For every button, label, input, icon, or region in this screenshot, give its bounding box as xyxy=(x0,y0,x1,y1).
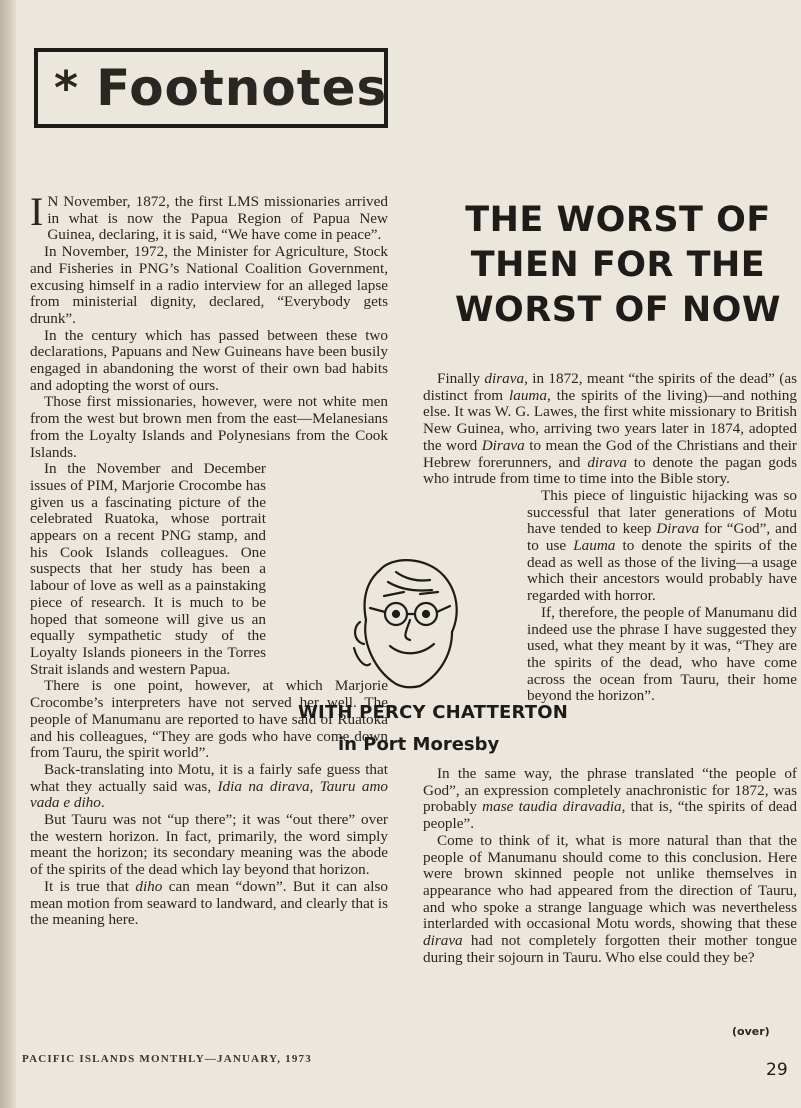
paragraph: Back-translating into Motu, it is a fairly safe guess that what they actually said was, Idia na dirava, Tauru amo vada e diho. xyxy=(30,760,388,812)
continued-marker: (over) xyxy=(732,1025,770,1038)
paragraph: I N November, 1872, the first LMS missionaries arrived in what is now the Papua Region of Papua New Guinea, declaring, it is said, “We have come in peace”. xyxy=(30,189,388,244)
page-number: 29 xyxy=(766,1060,788,1080)
page-footer: PACIFIC ISLANDS MONTHLY—JANUARY, 1973 xyxy=(22,1053,312,1065)
headline-line-3: WORST OF NOW xyxy=(454,290,782,330)
scan-edge-shadow xyxy=(0,0,16,1108)
paragraph: Come to think of it, what is more natural than that the people of Manumanu should come to this conclusion. Here were brown skinned people not unlike themselves in appearance who had appeared from the direction of Tauru, and who spoke a strange language which was nevertheless interlarded with occasional Motu words, showing that these dirava had not completely forgotten their mother tongue during their sojourn in Tauru. Who else could they be? xyxy=(423,831,797,966)
headline-line-1: THE WORST OF xyxy=(465,200,771,240)
footnotes-header-box xyxy=(34,48,388,128)
author-caricature xyxy=(340,552,464,696)
article-headline xyxy=(432,198,801,333)
section-title: Footnotes xyxy=(96,59,388,117)
paragraph: Those first missionaries, however, were not white men from the west but brown men from the east—Melanesians from the Loyalty Islands and Polynesians from the Cook Islands. xyxy=(30,393,388,461)
paragraph: If, therefore, the people of Manumanu did indeed use the phrase I have suggested they used, what they meant by it was, “They are the spirits of the dead, who have come across the ocean from Tauru, their home beyond the horizon”. xyxy=(527,603,797,705)
paragraph: But Tauru was not “up there”; it was “out there” over the western horizon. In fact, primarily, the word simply meant the horizon; its secondary meaning was the abode of the spirits of the dead which lay beyond that horizon. xyxy=(30,811,388,879)
paragraph: In the November and December issues of PIM, Marjorie Crocombe has given us a fascinating picture of the celebrated Ruatoka, whose portrait appears on a recent PNG stamp, and his Cook Islands colleagues. One suspects that her study has been a labour of love as well as a painstaking piece of research. It is much to be hoped that someone will give us an equally sympathetic study of the Loyalty Islands pioneers in the Torres Strait islands and western Papua. xyxy=(30,460,266,678)
byline-author: WITH PERCY CHATTERTON xyxy=(298,702,568,723)
right-column-bottom xyxy=(423,766,797,966)
headline-line-2: THEN FOR THE xyxy=(470,245,766,285)
paragraph: It is true that diho can mean “down”. But it can also mean motion from seaward to landward, and clearly that is the meaning here. xyxy=(30,877,389,929)
asterisk-icon: * xyxy=(54,61,79,115)
byline-location: in Port Moresby xyxy=(338,734,500,755)
paragraph: This piece of linguistic hijacking was so successful that later generations of Motu have tended to keep Dirava for “God”, and to use Lauma to denote the spirits of the dead as well as those of the living—a usage which their ancestors would probably have regarded with horror. xyxy=(527,486,798,605)
paragraph: In November, 1972, the Minister for Agriculture, Stock and Fisheries in PNG’s National Coalition Government, excusing himself in a radio interview for an alleged lapse from ministerial dignity, declared, “Everybody gets drunk”. xyxy=(30,243,388,327)
paragraph: Finally dirava, in 1872, meant “the spirits of the dead” (as distinct from lauma, the spirits of the living)—and nothing else. It was W. G. Lawes, the first white missionary to British New Guinea, who, arriving two years later in 1874, adopted the word Dirava to mean the God of the Christians and their Hebrew forerunners, and dirava to denote the pagan gods who intrude from time to time into the Bible story. xyxy=(423,370,797,488)
right-column-top xyxy=(423,371,797,708)
left-column xyxy=(30,189,389,929)
drop-cap: I xyxy=(30,189,44,234)
paragraph: There is one point, however, at which Marjorie Crocombe’s interpreters have not served her well. The people of Manumanu are reported to have said of Ruatoka and his colleagues, “They are gods who have come down from Tauru, the spirit world”. xyxy=(30,677,388,762)
paragraph: In the century which has passed between these two declarations, Papuans and New Guineans have been busily engaged in abandoning the worst of their own bad habits and adopting the worst of ours. xyxy=(30,326,388,394)
paragraph: In the same way, the phrase translated “the people of God”, an expression completely anachronistic for 1872, was probably mase taudia diravadia, that is, “the spirits of dead people”. xyxy=(423,765,797,833)
